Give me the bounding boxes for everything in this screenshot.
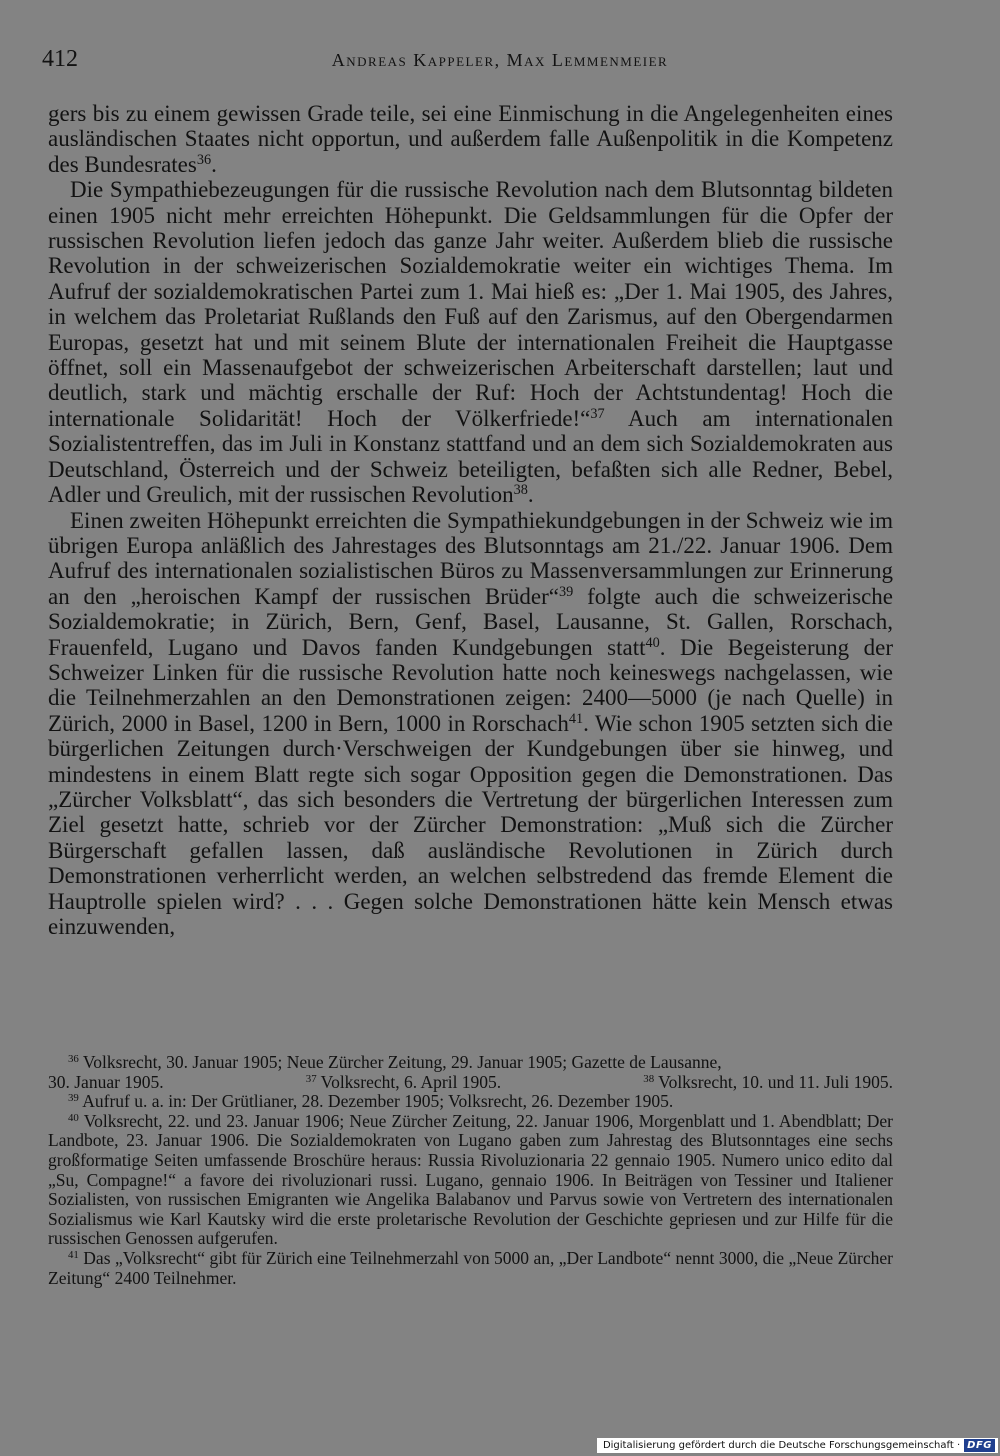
footnote-row (48, 1073, 893, 1093)
footnote-38 (643, 1073, 893, 1093)
footnote-number: 39 (68, 1092, 79, 1105)
footnote-36-cont: 30. Januar 1905. (48, 1071, 164, 1092)
footnote-number: 41 (68, 1248, 79, 1261)
main-text (48, 101, 893, 939)
running-head: Andreas Kappeler, Max Lemmenmeier (331, 50, 669, 70)
text-run: folgte auch die schweizerische Sozialdemokratie; in Zürich, Bern, Genf, Basel, Lausanne, St. Gallen, Rorschach, Frauenfeld, Lugano und Davos fanden Kundgebungen statt (48, 583, 893, 660)
footnote-39 (48, 1092, 893, 1112)
text-run: Auch am internationalen Sozialistentreffen, das im Juli in Konstanz stattfand und an dem sich Sozialdemokraten aus Deutschland, Österreich und der Schweiz beteiligten, befaßten sich alle Redner, Bebel, Adler und Greulich, mit der russischen Revolution (48, 405, 894, 508)
digitization-credit: Digitalisierung gefördert durch die Deutsche Forschungsgemeinschaft · (602, 1440, 961, 1451)
footnote-ref: 39 (558, 583, 574, 600)
footnote-ref: 38 (513, 482, 528, 499)
footnote-36 (48, 1053, 893, 1073)
dfg-logo-icon: DFG (964, 1439, 995, 1452)
footnote-text: Volksrecht, 6. April 1905. (316, 1071, 502, 1092)
text-run: Einen zweiten Höhepunkt erreichten die Sympathiekundgebungen in der Schweiz wie im übrigen Europa anläßlich des Jahrestages des Blutsonntags am 21./22. Januar 1906. Dem Aufruf des internationalen sozialistischen Büros zu Massenversammlungen zur Erinnerung an den „heroischen Kampf der russischen Brüder“ (48, 507, 893, 609)
footnote-ref: 40 (645, 634, 660, 651)
footnotes (48, 1053, 893, 1288)
footnote-number: 37 (305, 1072, 317, 1085)
footnote-41 (48, 1249, 893, 1288)
footnote-37 (306, 1073, 501, 1093)
footnote-text: Volksrecht, 10. und 11. Juli 1905. (654, 1071, 893, 1092)
footnote-number: 38 (643, 1072, 655, 1085)
text-run: Die Sympathiebezeugungen für die russische Revolution nach dem Blutsonntag bildeten einen 1905 nicht mehr erreichten Höhepunkt. Die Geldsammlungen für die Opfer der russischen Revolution liefen jedoch das ganze Jahr weiter. Außerdem blieb die russische Revolution in der schweizerischen Sozialdemokratie weiter ein wichtiges Thema. Im Aufruf der sozialdemokratischen Partei zum 1. Mai hieß es: „Der 1. Mai 1905, des Jahres, in welchem das Proletariat Rußlands den Fuß auf den Zarismus, auf den Obergendarmen Europas, gesetzt hat und mit seinem Blute der internationalen Freiheit die Hauptgasse öffnet, soll ein Massenaufgebot der schweizerischen Arbeiterschaft darstellen; laut und deutlich, stark und mächtig erschalle der Ruf: Hoch der Achtstundentag! Hoch die internationale Solidarität! Hoch der Völkerfriede!“ (48, 177, 893, 431)
digitization-credit-bar (597, 1438, 998, 1453)
footnote-number: 36 (68, 1053, 79, 1066)
text-run: . Die Begeisterung der Schweizer Linken für die russische Revolution hatte noch keineswegs nachgelassen, wie die Teilnehmerzahlen an den Demonstrationen zeigen: 2400—5000 (je nach Quelle) in Zürich, 2000 in Basel, 1200 in Bern, 1000 in Rorschach (48, 634, 893, 736)
footnote-number: 40 (68, 1111, 79, 1124)
text-run: gers bis zu einem gewissen Grade teile, sei eine Einmischung in die Angelegenheiten eines ausländischen Staates nicht opportun, und außerdem falle Außenpolitik in die Kompetenz des Bundesrates (48, 101, 893, 177)
page-number: 412 (42, 46, 78, 72)
footnote-text: Das „Volksrecht“ gibt für Zürich eine Teilnehmerzahl von 5000 an, „Der Landbote“ nennt 3000, die „Neue Zürcher Zeitung“ 2400 Teilnehmer. (48, 1247, 893, 1288)
text-run: . (527, 482, 534, 508)
footnote-text: Volksrecht, 22. und 23. Januar 1906; Neue Zürcher Zeitung, 22. Januar 1906, Morgenblatt und 1. Abendblatt; Der Landbote, 23. Januar 1906. Die Sozialdemokraten von Lugano gaben zum Jahrestag des Blutsonntages eine sechs großformatige Seiten umfassende Broschüre heraus: Russia Rivoluzionaria 22 gennaio 1905. Numero unico edito dal „Su, Compagne!“ a favore dei rivoluzionari russi. Lugano, gennaio 1906. In Beiträgen von Tessiner und Italiener Sozialisten, von russischen Emigranten wie Angelika Balabanov und Parvus sowie von Vertretern des internationalen Sozialismus wie Karl Kautsky wird die erste proletarische Revolution der Geschichte gepriesen und zur Hilfe für die russischen Genossen aufgerufen. (48, 1110, 893, 1249)
footnote-ref: 37 (590, 406, 605, 423)
text-run: . Wie schon 1905 setzten sich die bürgerlichen Zeitungen durch·Verschweigen der Kundgebungen über sie hinweg, und mindestens in einem Blatt regte sich sogar Opposition gegen die Demonstrationen. Das „Zürcher Volksblatt“, das sich besonders die Vertretung der bürgerlichen Interessen zum Ziel gesetzt hatte, schrieb vor der Zürcher Demonstration: „Muß sich die Zürcher Bürgerschaft gefallen lassen, daß ausländische Revolutionen in Zürich durch Demonstrationen verherrlicht werden, an welchen selbstredend das fremde Element die Hauptrolle spielen wird? . . . Gegen solche Demonstrationen hätte kein Mensch etwas einzuwenden, (48, 710, 893, 939)
paragraph (48, 177, 893, 507)
footnote-40 (48, 1112, 893, 1249)
text-run: . (211, 151, 217, 177)
paragraph (48, 508, 893, 940)
footnote-text: Volksrecht, 30. Januar 1905; Neue Zürcher Zeitung, 29. Januar 1905; Gazette de Lausanne, (78, 1052, 722, 1072)
paragraph (48, 101, 893, 177)
footnote-ref: 41 (568, 710, 584, 727)
footnote-text: Aufruf u. a. in: Der Grütlianer, 28. Dezember 1905; Volksrecht, 26. Dezember 1905. (78, 1091, 674, 1112)
footnote-ref: 36 (196, 151, 212, 168)
